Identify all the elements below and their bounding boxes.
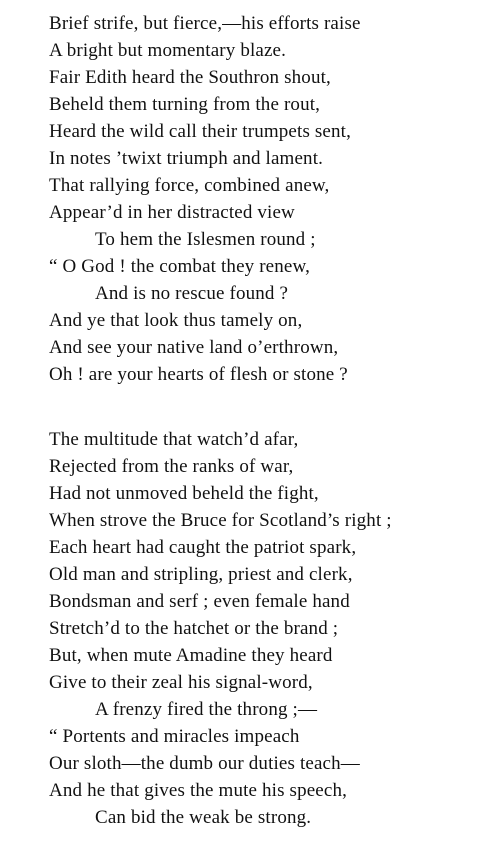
poem-line: Beheld them turning from the rout, (49, 94, 321, 115)
poem-line: Give to their zeal his signal-word, (49, 672, 313, 693)
poem-line: “ O God ! the combat they renew, (49, 256, 311, 277)
poem-line: When strove the Bruce for Scotland’s right ; (49, 510, 392, 531)
poem-line: But, when mute Amadine they heard (49, 645, 333, 666)
poem-line: “ Portents and miracles impeach (49, 726, 300, 747)
poem-line: And ye that look thus tamely on, (49, 310, 303, 331)
poem-line: Can bid the weak be strong. (95, 807, 312, 828)
stanza-2 (49, 426, 489, 831)
poem-line: Rejected from the ranks of war, (49, 456, 294, 477)
poem-line: Bondsman and serf ; even female hand (49, 591, 350, 612)
poem-line: Heard the wild call their trumpets sent, (49, 121, 351, 142)
poem-line: To hem the Islesmen round ; (95, 229, 316, 250)
poem-line: A frenzy fired the throng ;— (95, 699, 318, 720)
poem-line: A bright but momentary blaze. (49, 40, 287, 61)
stanza-1 (49, 10, 489, 388)
poem-line: Each heart had caught the patriot spark, (49, 537, 357, 558)
poem-line: Appear’d in her distracted view (49, 202, 295, 223)
poem-line: Stretch’d to the hatchet or the brand ; (49, 618, 339, 639)
poem-line: Brief strife, but fierce,—his efforts raise (49, 13, 361, 34)
poem-line: And see your native land o’erthrown, (49, 337, 339, 358)
poem-line: Had not unmoved beheld the fight, (49, 483, 319, 504)
poem-line: Oh ! are your hearts of flesh or stone ? (49, 364, 348, 385)
poem-line: In notes ’twixt triumph and lament. (49, 148, 324, 169)
poem-line: Our sloth—the dumb our duties teach— (49, 753, 360, 774)
poem-line: Old man and stripling, priest and clerk, (49, 564, 353, 585)
poem-line: And is no rescue found ? (95, 283, 289, 304)
poem-line: And he that gives the mute his speech, (49, 780, 348, 801)
poem-line: The multitude that watch’d afar, (49, 429, 299, 450)
poem-line: That rallying force, combined anew, (49, 175, 330, 196)
poem-line: Fair Edith heard the Southron shout, (49, 67, 331, 88)
